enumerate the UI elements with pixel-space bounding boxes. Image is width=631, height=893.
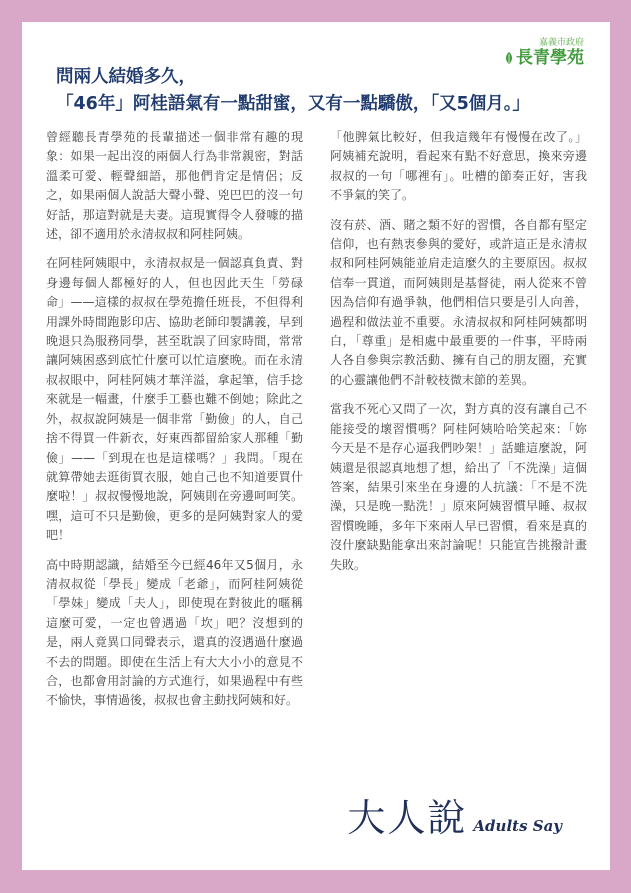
article-title <box>56 64 596 118</box>
logo-title: 長青學苑 <box>516 48 584 68</box>
leaf-icon <box>504 51 514 65</box>
paragraph: 沒有菸、酒、賭之類不好的習慣，各自都有堅定信仰，也有熱衷參與的愛好，或許這正是永清叔叔和阿桂阿姨能並肩走這麼久的主要原因。叔叔信奉一貫道，而阿姨則是基督徒，兩人從來不曾因為信仰有過爭執，他們相信只要是引人向善，過程和做法並不重要。永清叔叔和阿桂阿姨都明白，「尊重」是相處中最重要的一件事，平時兩人各自參與宗教活動、擁有自己的朋友圈，充實的心靈讓他們不計較枝微末節的差異。 <box>330 217 587 387</box>
paragraph: 在阿桂阿姨眼中，永清叔叔是一個認真負責、對身邊每個人都極好的人，但也因此天生「勞碌命」——這樣的叔叔在學苑擔任班長，不但得利用課外時間跑影印店、協助老師印製講義，早到晚退只為服務同學，甚至耽誤了回家時間，常常讓阿姨困惑到底忙什麼可以忙這麼晚。而在永清叔叔眼中，阿桂阿姨才華洋溢，拿起筆，信手捻來就是一幅畫，什麼手工藝也難不倒她；除此之外，叔叔說阿姨是一個非常「勤儉」的人，自己捨不得買一件新衣，好東西都留給家人那種「勤儉」——「到現在也是這樣嗎？」我問。「現在就算帶她去逛街買衣服，她自己也不知道要買什麼啦！」叔叔慢慢地說，阿姨則在旁邊呵呵笑。嘿，這可不只是勤儉，更多的是阿姨對家人的愛吧！ <box>46 256 303 543</box>
left-column <box>46 128 303 721</box>
paragraph: 曾經聽長青學苑的長輩描述一個非常有趣的現象：如果一起出沒的兩個人行為非常親密，對話溫柔可愛、輕聲細語，那他們肯定是情侶；反之，如果兩個人說話大聲小聲、兇巴巴的沒一句好話，那這對就是夫妻。這現實得令人發噱的描述，卻不適用於永清叔叔和阿桂阿姨。 <box>46 130 303 242</box>
title-line-2: 「46年」阿桂語氣有一點甜蜜，又有一點驕傲，「又5個月。」 <box>56 94 531 114</box>
section-name-english: Adults Say <box>473 817 562 835</box>
paragraph: 高中時期認識，結婚至今已經46年又5個月，永清叔叔從「學長」變成「老爺」，而阿桂阿姨從「學妹」變成「夫人」，即使現在對彼此的暱稱這麼可愛，一定也曾遇過「坎」吧？沒想到的是，兩人竟異口同聲表示，還真的沒遇過什麼過不去的問題。即使在生活上有大大小小的意見不合，也都會用討論的方式進行，如果過程中有些不愉快，事情過後，叔叔也會主動找阿姨和好。 <box>46 557 303 708</box>
right-column <box>330 128 587 585</box>
paragraph: 「他脾氣比較好，但我這幾年有慢慢在改了。」阿姨補充說明，看起來有點不好意思，換來旁邊叔叔的一句「哪裡有」。吐槽的節奏正好，害我不爭氣的笑了。 <box>330 130 587 203</box>
title-line-1: 問兩人結婚多久， <box>56 67 196 87</box>
page <box>22 22 610 870</box>
logo-subtitle: 嘉義市政府 <box>538 38 584 48</box>
paragraph: 當我不死心又問了一次，對方真的沒有讓自己不能接受的壞習慣嗎？阿桂阿姨哈哈笑起來：「妳今天是不是存心逼我們吵架！」話雖這麼說，阿姨還是很認真地想了想，給出了「不洗澡」這個答案，結果引來坐在身邊的人抗議：「不是不洗澡，只是晚一點洗！」原來阿姨習慣早睡、叔叔習慣晚睡，多年下來兩人早已習慣，看來是真的沒什麼缺點能拿出來討論呢！只能宣告挑撥計畫失敗。 <box>330 402 587 572</box>
section-name: 大人說 <box>347 796 468 840</box>
section-footer <box>347 787 562 842</box>
